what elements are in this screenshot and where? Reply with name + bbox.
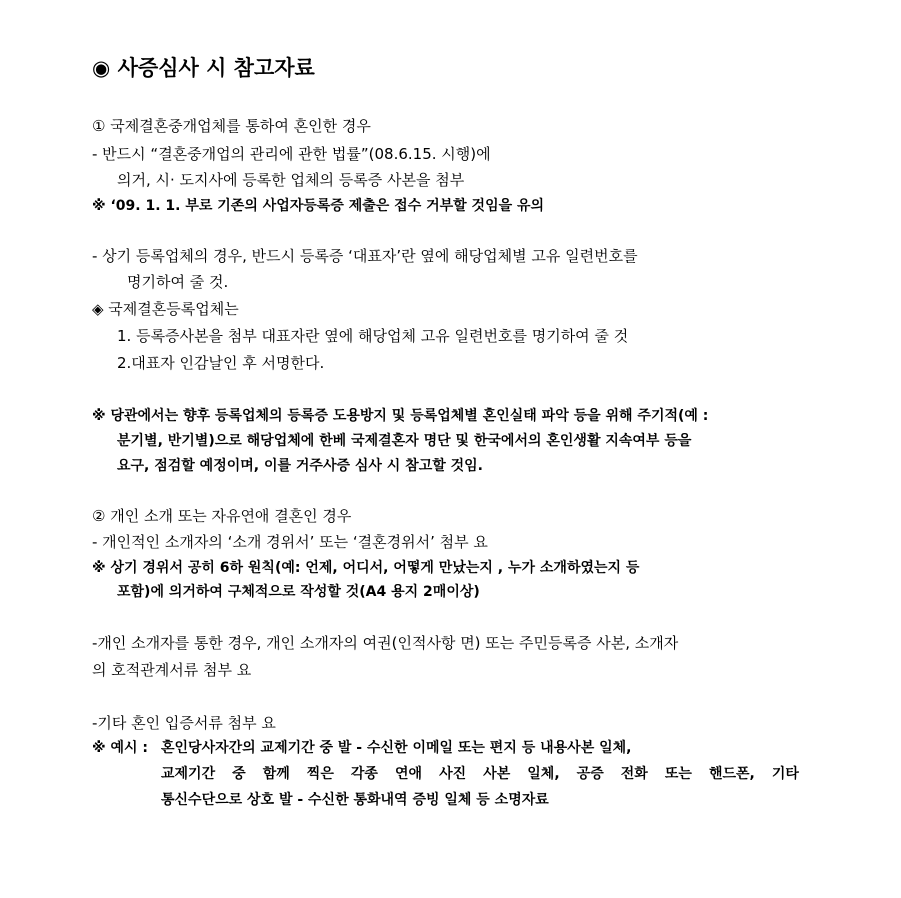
example-line2-word: 각종 (350, 766, 378, 782)
example-line2-word: 함께 (262, 766, 290, 782)
section1-item1-line1: - 반드시 “결혼중개업의 관리에 관한 법률”(08.6.15. 시행)에 (92, 145, 491, 163)
example-line2-word: 사본 (483, 766, 511, 782)
section2-note1-line2: 포함)에 의거하여 구체적으로 작성할 것(A4 용지 2매이상) (117, 584, 480, 600)
section1-item1-line2: 의거, 시· 도지사에 등록한 업체의 등록증 사본을 첨부 (117, 171, 465, 189)
section2-heading: ② 개인 소개 또는 자유연애 결혼인 경우 (92, 507, 352, 525)
example-line2-word: 기타 (771, 766, 799, 782)
section2-item2-line1: -개인 소개자를 통한 경우, 개인 소개자의 여권(인적사항 면) 또는 주민등록증 사본, 소개자 (92, 634, 679, 652)
example-line1: 혼인당사자간의 교제기간 중 발 - 수신한 이메일 또는 편지 등 내용사본 일체, (161, 740, 632, 756)
section2-item3: -기타 혼인 입증서류 첨부 요 (92, 714, 276, 732)
example-line3: 통신수단으로 상호 발 - 수신한 통화내역 증빙 일체 등 소명자료 (161, 792, 549, 808)
section2-note1-line1: ※ 상기 경위서 공히 6하 원칙(예: 언제, 어디서, 어떻게 만났는지 , 누가 소개하였는지 등 (92, 560, 640, 576)
example-label: ※ 예시 : (92, 740, 149, 756)
section1-sub-heading: ◈ 국제결혼등록업체는 (92, 300, 239, 318)
example-line2-word: 중 (232, 766, 246, 782)
section1-heading: ① 국제결혼중개업체를 통하여 혼인한 경우 (92, 117, 371, 135)
section2-item1: - 개인적인 소개자의 ‘소개 경위서’ 또는 ‘결혼경위서’ 첨부 요 (92, 533, 488, 551)
section1-item2-line2: 명기하여 줄 것. (127, 273, 229, 291)
example-line2-word: 교제기간 (161, 766, 216, 782)
example-line2-word: 또는 (664, 766, 692, 782)
section2-item2-line2: 의 호적관계서류 첨부 요 (92, 661, 252, 679)
example-line2-word: 핸드폰, (708, 766, 755, 782)
page-title: ◉ 사증심사 시 참고자료 (92, 55, 315, 80)
example-line2-word: 전화 (620, 766, 648, 782)
example-line2-word: 찍은 (306, 766, 334, 782)
example-line2-word: 사진 (439, 766, 467, 782)
section1-sub-item1: 1. 등록증사본을 첨부 대표자란 옆에 해당업체 고유 일련번호를 명기하여 줄 것 (117, 327, 629, 345)
section1-note2-line2: 분기별, 반기별)으로 해당업체에 한베 국제결혼자 명단 및 한국에서의 혼인생활 지속여부 등을 (117, 433, 692, 449)
section1-note2-line1: ※ 당관에서는 향후 등록업체의 등록증 도용방지 및 등록업체별 혼인실태 파악 등을 위해 주기적(예 : (92, 408, 709, 424)
example-line2-word: 일체, (527, 766, 560, 782)
section1-item2-line1: - 상기 등록업체의 경우, 반드시 등록증 ‘대표자’란 옆에 해당업체별 고유 일련번호를 (92, 247, 638, 265)
example-line2 (161, 764, 799, 784)
section1-note2-line3: 요구, 점검할 예정이며, 이를 거주사증 심사 시 참고할 것임. (117, 458, 483, 474)
section1-sub-item2: 2.대표자 인감날인 후 서명한다. (117, 354, 325, 372)
example-line2-word: 연애 (394, 766, 423, 782)
section1-note1: ※ ‘09. 1. 1. 부로 기존의 사업자등록증 제출은 접수 거부할 것임을 유의 (92, 198, 545, 214)
example-line2-word: 공증 (576, 766, 604, 782)
